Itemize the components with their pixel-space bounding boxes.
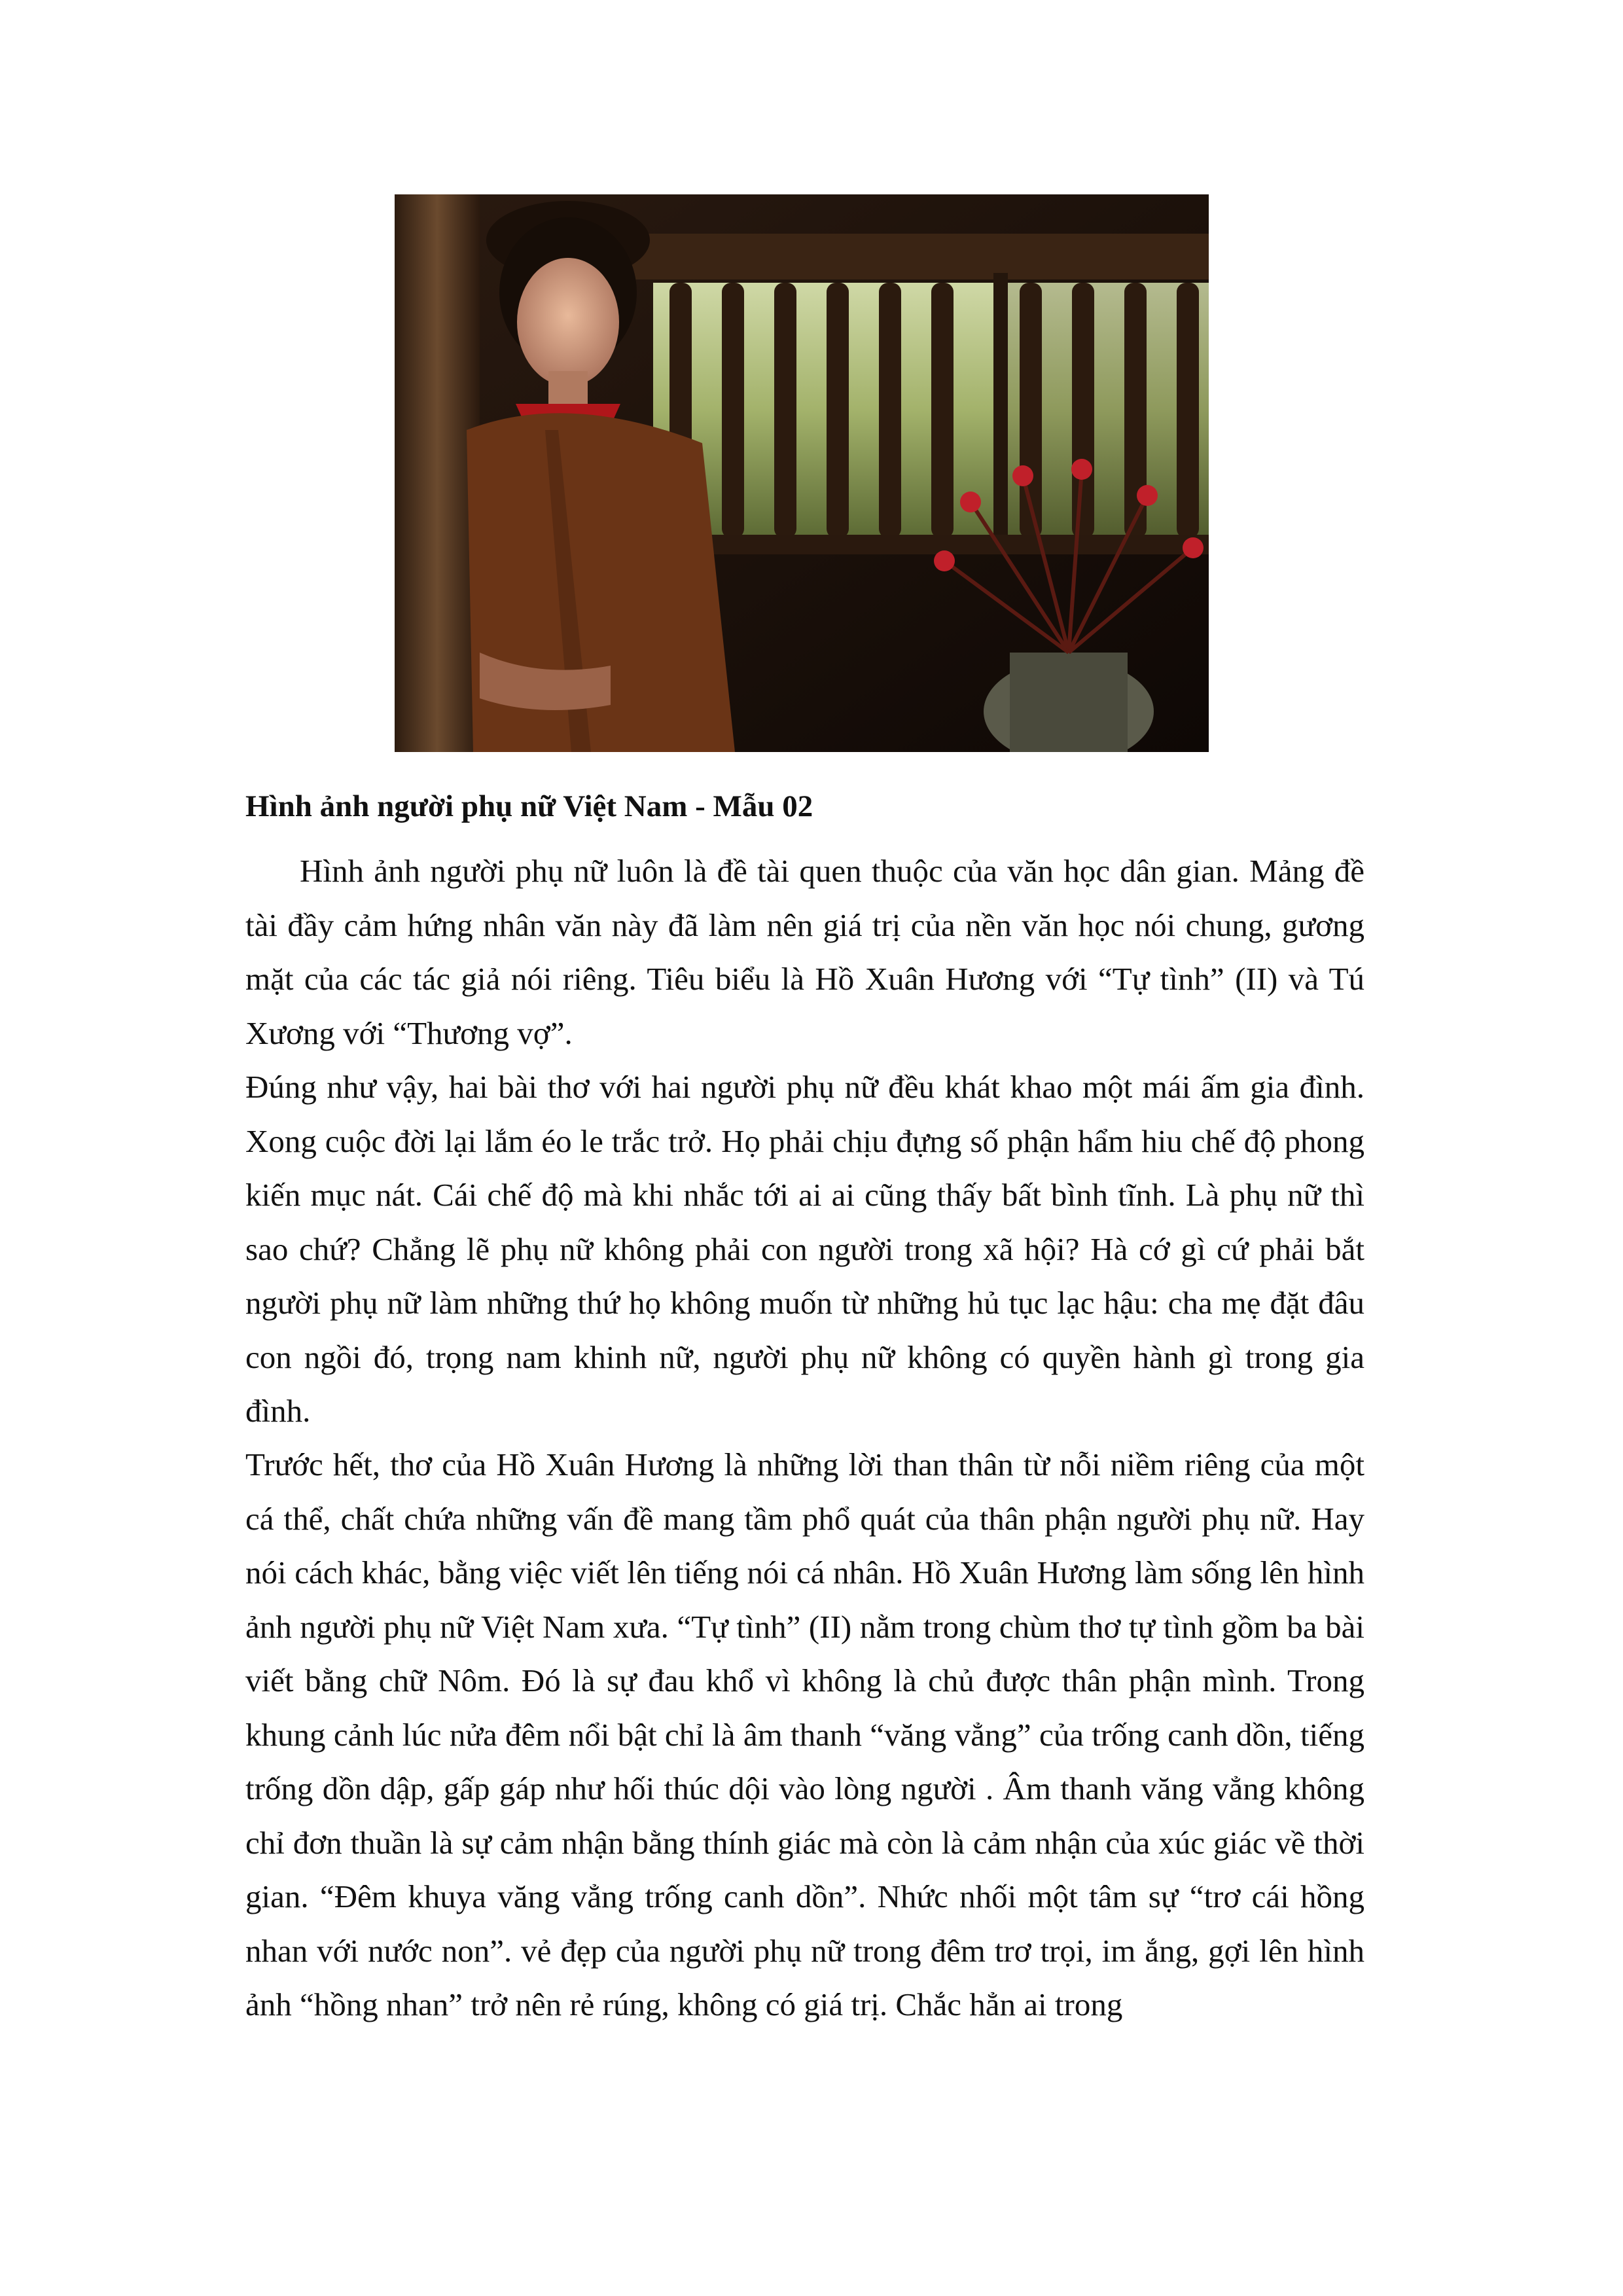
figure-photo <box>395 194 1209 752</box>
paragraph-body-2: Trước hết, thơ của Hồ Xuân Hương là những lời than thân từ nỗi niềm riêng của một cá thể, chất chứa những vấn đề mang tầm phổ quát của thân phận người phụ nữ. Hay nói cách khác, bằng việc viết lên tiếng nói cá nhân. Hồ Xuân Hương làm sống lên hình ảnh người phụ nữ Việt Nam xưa. “Tự tình” (II) nằm trong chùm thơ tự tình gồm ba bài viết bằng chữ Nôm. Đó là sự đau khổ vì không là chủ được thân phận mình. Trong khung cảnh lúc nửa đêm nổi bật chỉ là âm thanh “văng vẳng” của trống canh dồn, tiếng trống dồn dập, gấp gáp như hối thúc dội vào lòng người . Âm thanh văng vẳng không chỉ đơn thuần là sự cảm nhận bằng thính giác mà còn là cảm nhận của xúc giác về thời gian. “Đêm khuya văng vẳng trống canh dồn”. Nhức nhối một tâm sự “trơ cái hồng nhan với nước non”. vẻ đẹp của người phụ nữ trong đêm trơ trọi, im ắng, gợi lên hình ảnh “hồng nhan” trở nên rẻ rúng, không có giá trị. Chắc hẳn ai trong <box>245 1446 1364 2022</box>
figure-caption: Hình ảnh người phụ nữ Việt Nam - Mẫu 02 <box>245 789 813 823</box>
photo-illustration <box>395 194 1209 752</box>
paragraph-intro: Hình ảnh người phụ nữ luôn là đề tài quen thuộc của văn học dân gian. Mảng đề tài đầy cảm hứng nhân văn này đã làm nên giá trị của nền văn học nói chung, gương mặt của các tác giả nói riêng. Tiêu biểu là Hồ Xuân Hương với “Tự tình” (II) và Tú Xương với “Thương vợ”. <box>245 853 1364 1051</box>
paragraph-body-1: Đúng như vậy, hai bài thơ với hai người phụ nữ đều khát khao một mái ấm gia đình. Xong cuộc đời lại lắm éo le trắc trở. Họ phải chịu đựng số phận hẩm hiu chế độ phong kiến mục nát. Cái chế độ mà khi nhắc tới ai ai cũng thấy bất bình tĩnh. Là phụ nữ thì sao chứ? Chẳng lẽ phụ nữ không phải con người trong xã hội? Hà cớ gì cứ phải bắt người phụ nữ làm những thứ họ không muốn từ những hủ tục lạc hậu: cha mẹ đặt đâu con ngồi đó, trọng nam khinh nữ, người phụ nữ không có quyền hành gì trong gia đình. <box>245 1069 1364 1429</box>
